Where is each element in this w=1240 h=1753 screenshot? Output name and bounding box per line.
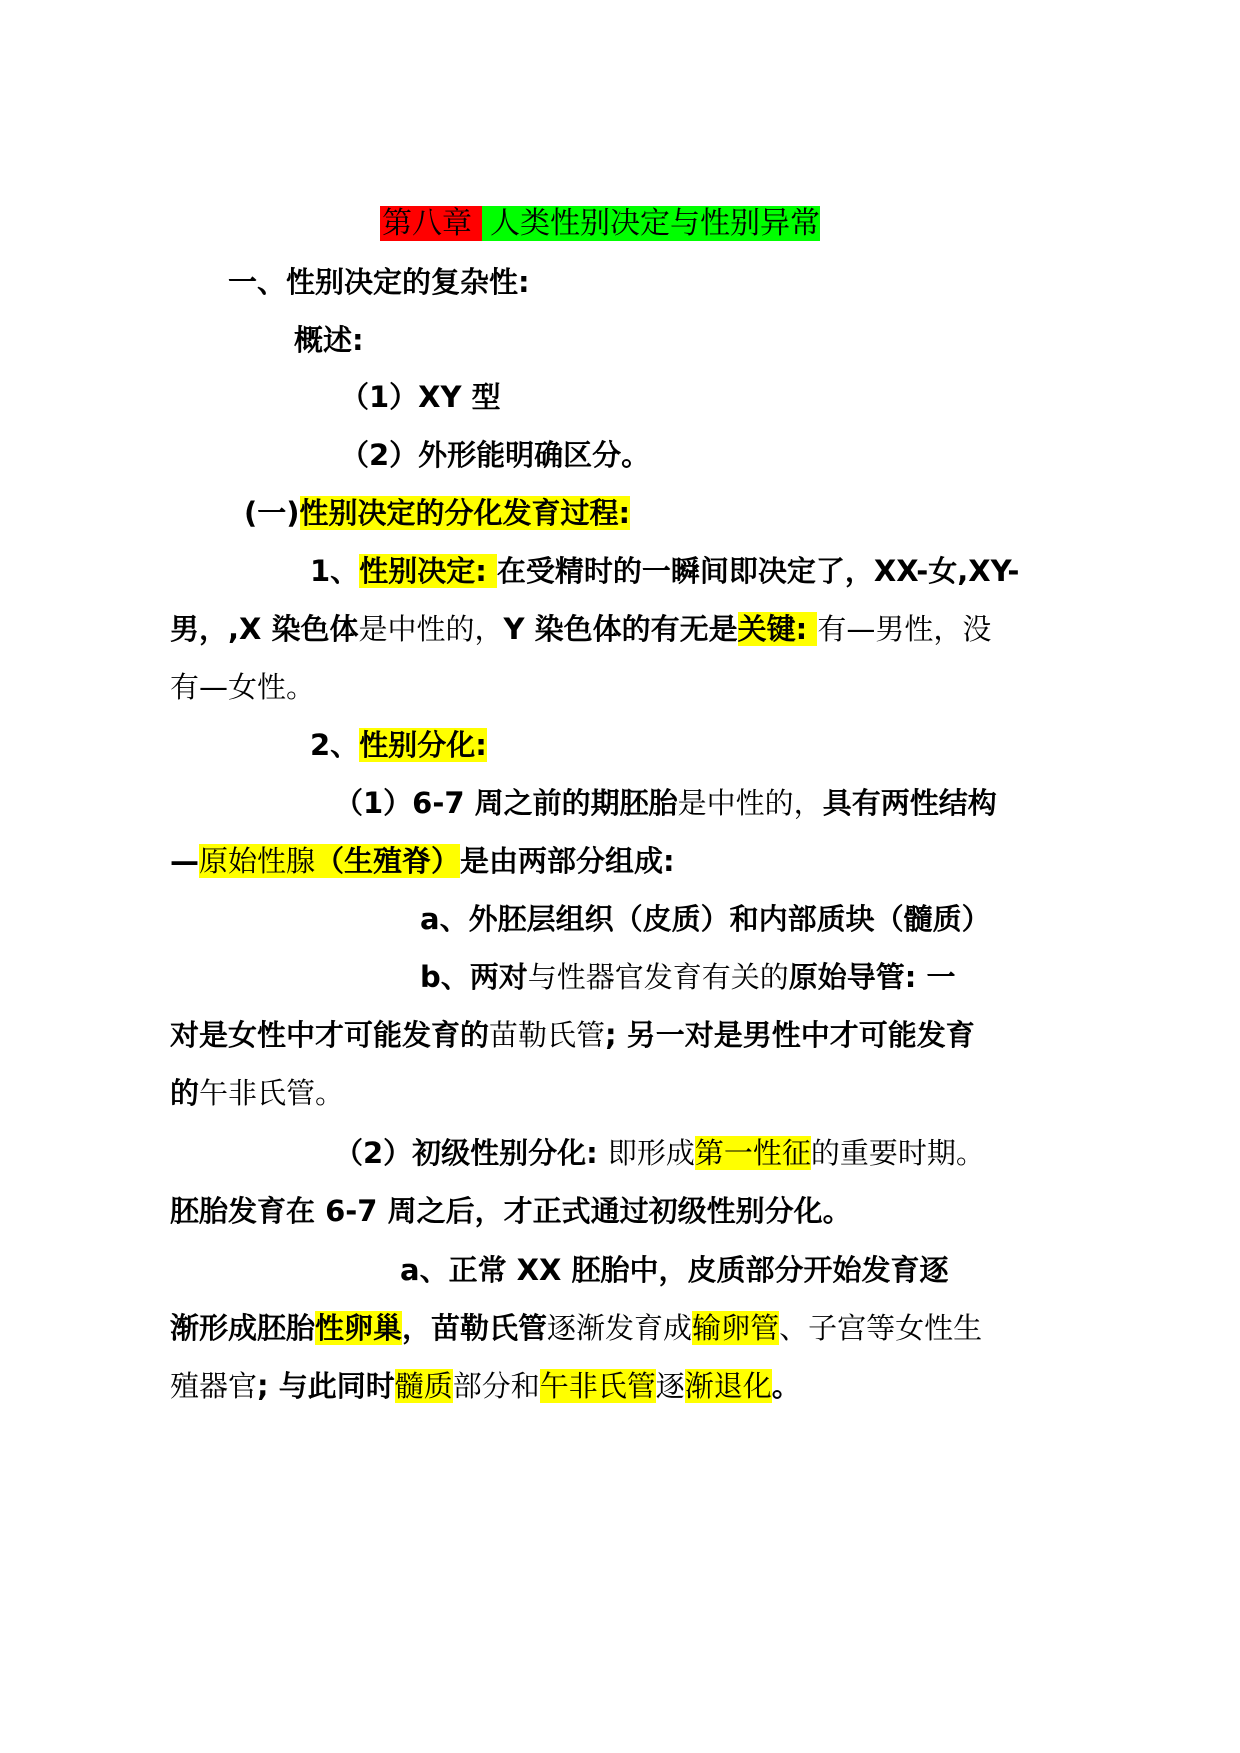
- highlight-term: 性别决定:: [359, 554, 497, 588]
- text-run: 、子宫等女性生: [779, 1311, 983, 1345]
- item-number: 2、: [310, 728, 360, 762]
- paragraph-line: [170, 1073, 344, 1113]
- text-run: ; 与此同时: [257, 1369, 395, 1403]
- highlight-term: （生殖脊）: [315, 844, 461, 878]
- text-run: —: [170, 844, 199, 878]
- text-run: 是由两部分组成:: [460, 844, 675, 878]
- highlight-term: 输卵管: [692, 1311, 780, 1345]
- text-run: 的重要时期。: [810, 1136, 985, 1170]
- text-run: （2）初级性别分化:: [334, 1136, 608, 1170]
- chapter-title: [380, 204, 820, 244]
- paragraph-line: 胚胎发育在 6-7 周之后，才正式通过初级性别分化。: [170, 1194, 852, 1228]
- text-run: 即形成: [607, 1136, 695, 1170]
- subsection-title: 性别决定的分化发育过程:: [299, 496, 631, 530]
- text-run: 在受精时的一瞬间即决定了，XX-女,XY-: [496, 554, 1020, 588]
- highlight-term: 午非氏管: [539, 1369, 656, 1403]
- text-run: 殖器官: [170, 1369, 258, 1403]
- paragraph-line: [310, 551, 1019, 591]
- text-run: 渐形成胚胎: [170, 1311, 316, 1345]
- text-run: 苗勒氏管: [489, 1018, 606, 1052]
- chapter-name: 人类性别决定与性别异常: [482, 206, 820, 241]
- paragraph-line: [170, 841, 675, 881]
- text-run: 具有两性结构: [822, 786, 997, 820]
- text-run: 部分和: [452, 1369, 540, 1403]
- paragraph-line: 有—女性。: [170, 670, 316, 704]
- paragraph-line: [170, 609, 991, 649]
- highlight-term: 关键:: [737, 612, 818, 646]
- text-run: （1）6-7 周之前的期胚胎: [334, 786, 678, 820]
- paragraph-line: [420, 957, 955, 997]
- paragraph-line: [170, 1366, 801, 1406]
- text-run: 逐: [655, 1369, 685, 1403]
- overview-label: 概述:: [294, 323, 364, 357]
- text-run: 对是女性中才可能发育的: [170, 1018, 490, 1052]
- highlight-term: 性卵巢: [315, 1311, 403, 1345]
- overview-item-1: （1）XY 型: [340, 380, 501, 414]
- text-run: b、两对: [420, 960, 528, 994]
- text-run: 是中性的，: [677, 786, 823, 820]
- text-run: 有—男性，没: [817, 612, 992, 646]
- text-run: 午非氏管。: [199, 1076, 345, 1110]
- text-run: Y 染色体的有无是: [503, 612, 738, 646]
- subsection-heading: [244, 493, 630, 533]
- text-run: 是中性的，: [358, 612, 504, 646]
- highlight-term: 渐退化: [684, 1369, 772, 1403]
- paragraph-line: [170, 1015, 975, 1055]
- paragraph-line: [334, 1133, 985, 1173]
- overview-item-2: （2）外形能明确区分。: [340, 438, 651, 472]
- highlight-term: 髓质: [394, 1369, 453, 1403]
- paragraph-line: a、外胚层组织（皮质）和内部质块（髓质）: [420, 902, 991, 936]
- text-run: 。: [771, 1369, 801, 1403]
- paragraph-line: [334, 783, 997, 823]
- paragraph-line: a、正常 XX 胚胎中，皮质部分开始发育逐: [400, 1253, 949, 1287]
- item-number: 1、: [310, 554, 360, 588]
- section-heading: 一、性别决定的复杂性:: [228, 265, 530, 299]
- text-run: 的: [170, 1076, 200, 1110]
- text-run: 逐渐发育成: [547, 1311, 693, 1345]
- text-run: ; 另一对是男性中才可能发育: [605, 1018, 975, 1052]
- text-run: 原始导管: 一: [788, 960, 956, 994]
- text-run: 与性器官发育有关的: [527, 960, 789, 994]
- subsection-number: (一): [244, 496, 300, 530]
- paragraph-line: [170, 1308, 982, 1348]
- highlight-term: 性别分化:: [359, 728, 487, 762]
- text-run: 男，,X 染色体: [170, 612, 359, 646]
- chapter-number: 第八章: [380, 206, 482, 241]
- text-run: ，苗勒氏管: [402, 1311, 548, 1345]
- paragraph-line: [310, 725, 487, 765]
- highlight-term: 原始性腺: [199, 844, 316, 878]
- highlight-term: 第一性征: [694, 1136, 811, 1170]
